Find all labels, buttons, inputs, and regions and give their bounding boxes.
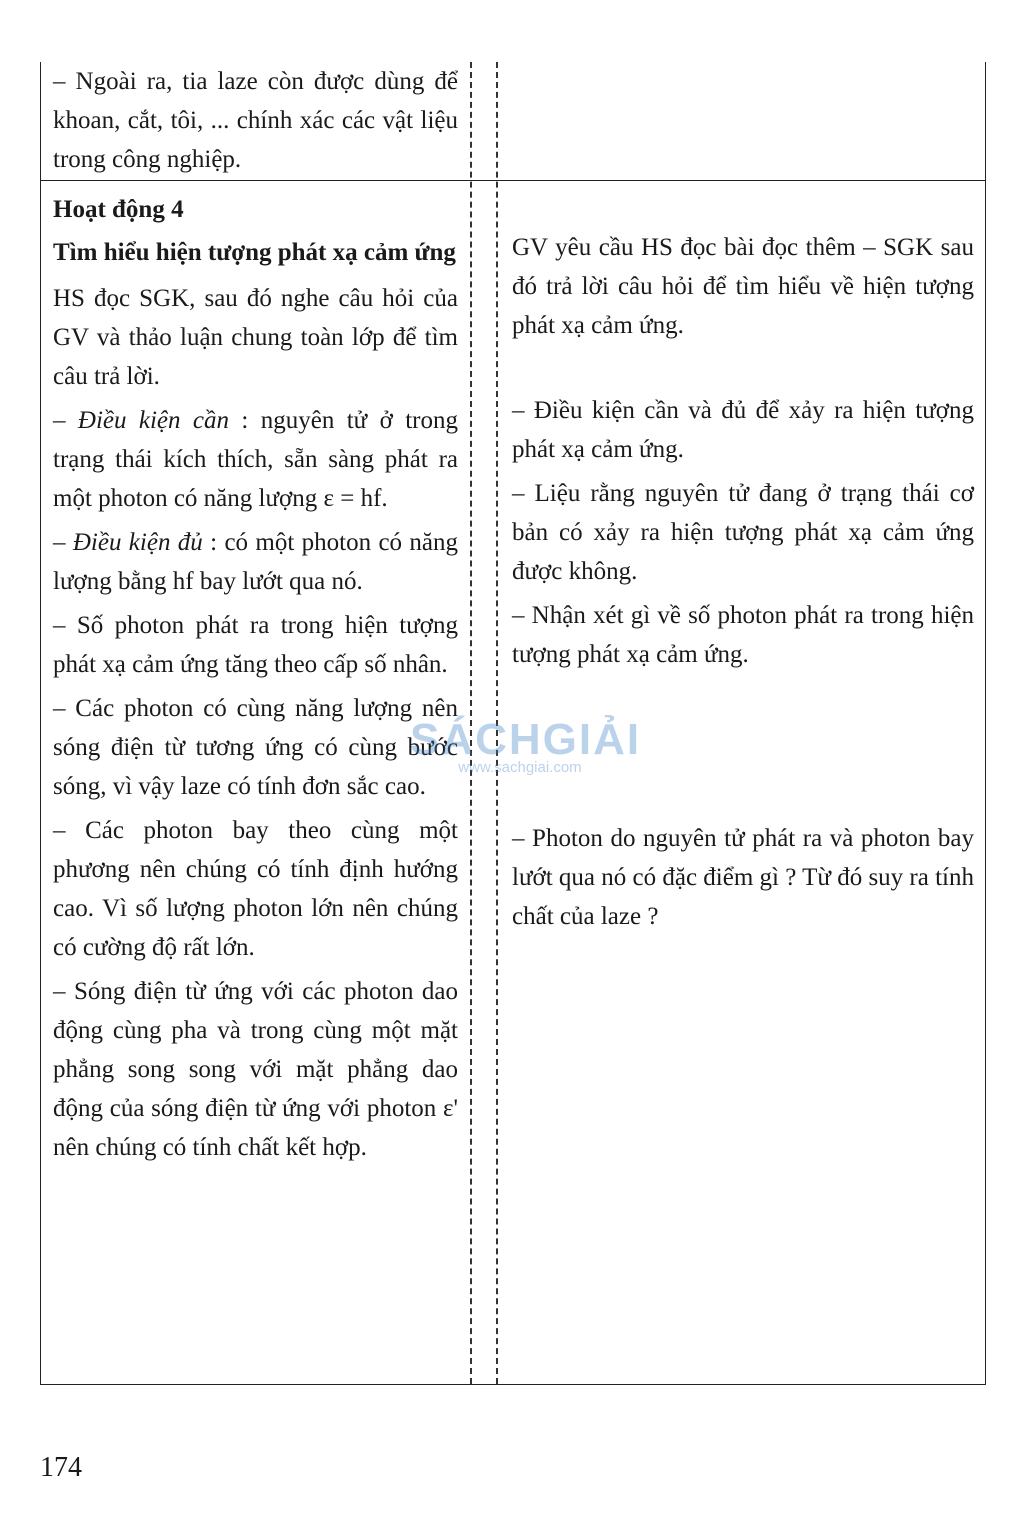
page-number: 174 <box>40 1452 82 1483</box>
laser-industrial-use-text: – Ngoài ra, tia laze còn được dùng để khoan, cắt, tôi, ... chính xác các vật liệu trong công nghiệp. <box>53 68 458 173</box>
activity-title: Hoạt động 4 <box>53 196 184 223</box>
table-left-border <box>40 62 41 1384</box>
table-right-border <box>985 62 986 1384</box>
watermark-logo: SÁCHGIẢI <box>410 715 642 764</box>
necessary-condition-label: – Điều kiện cần <box>53 407 230 434</box>
teacher-right-cell <box>512 228 974 941</box>
watermark-url: www.sachgiai.com <box>458 759 582 776</box>
question-photon-properties: – Photon do nguyên tử phát ra và photon bay lướt qua nó có đặc điểm gì ? Từ đó suy ra tính chất của laze ? <box>512 825 974 930</box>
sufficient-condition <box>53 523 458 601</box>
teacher-request-text: GV yêu cầu HS đọc bài đọc thêm – SGK sau đó trả lời câu hỏi để tìm hiểu về hiện tượng phát xạ cảm ứng. <box>512 234 974 339</box>
directionality-text: – Các photon bay theo cùng một phương nên chúng có tính định hướng cao. Vì số lượng photon lớn nên chúng có cường độ rất lớn. <box>53 817 458 961</box>
monochrome-text: – Các photon có cùng năng lượng nên sóng điện từ tương ứng có cùng bước sóng, vì vậy laze có tính đơn sắc cao. <box>53 695 458 800</box>
sufficient-condition-text: : có một photon có năng lượng bằng hf bay lướt qua nó. <box>53 529 458 595</box>
photon-count-text: – Số photon phát ra trong hiện tượng phát xạ cảm ứng tăng theo cấp số nhân. <box>53 612 458 678</box>
question-ground-state: – Liệu rằng nguyên tử đang ở trạng thái cơ bản có xảy ra hiện tượng phát xạ cảm ứng được không. <box>512 480 974 585</box>
table-bottom-border <box>40 1384 986 1385</box>
question-conditions: – Điều kiện cần và đủ để xảy ra hiện tượng phát xạ cảm ứng. <box>512 397 974 463</box>
necessary-condition-text: : nguyên tử ở trong trạng thái kích thích, sẵn sàng phát ra một photon có năng lượng ε = hf. <box>53 407 458 512</box>
coherence-text: – Sóng điện từ ứng với các photon dao động cùng pha và trong cùng một mặt phẳng song song với mặt phẳng dao động của sóng điện từ ứng với photon ε' nên chúng có tính chất kết hợp. <box>53 978 458 1161</box>
activity-subtitle: Tìm hiểu hiện tượng phát xạ cảm ứng <box>53 239 456 266</box>
student-intro-text: HS đọc SGK, sau đó nghe câu hỏi của GV và thảo luận chung toàn lớp để tìm câu trả lời. <box>53 285 458 390</box>
sufficient-condition-label: – Điều kiện đủ <box>53 529 203 556</box>
activity-left-cell <box>53 190 458 1172</box>
watermark <box>410 715 642 776</box>
question-photon-count: – Nhận xét gì về số photon phát ra trong hiện tượng phát xạ cảm ứng. <box>512 602 974 668</box>
necessary-condition <box>53 401 458 518</box>
top-row-left-cell <box>53 62 458 184</box>
